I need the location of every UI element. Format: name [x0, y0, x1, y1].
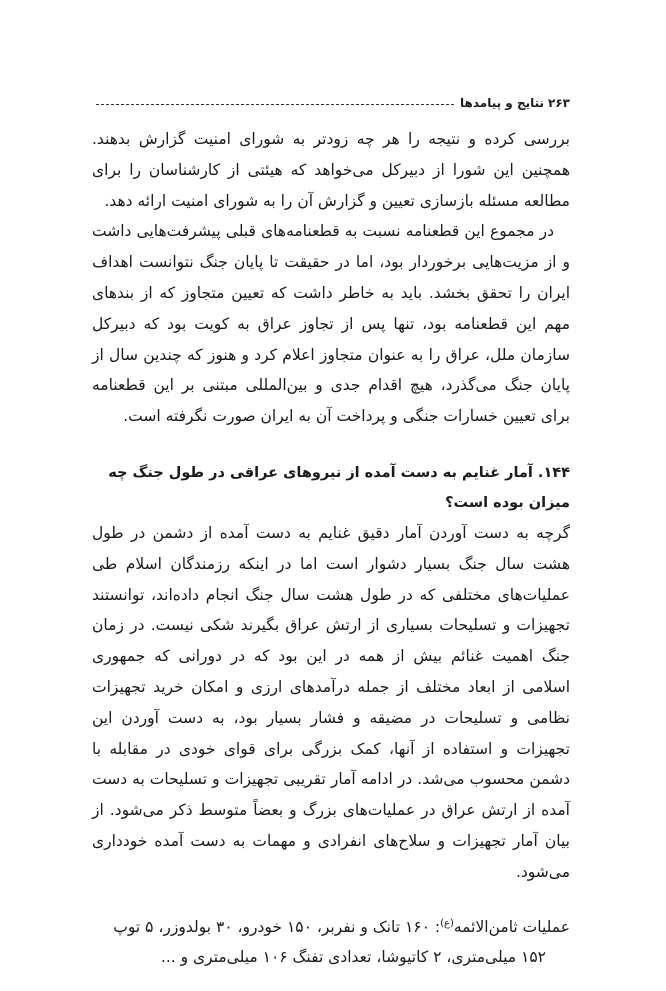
- paragraph-2: در مجموع این قطعنامه نسبت به قطعنامه‌های قبلی پیشرفت‌هایی داشت و از مزیت‌هایی برخوردار بود، اما در حقیقت تا پایان جنگ نتوانست اهداف ایران را تحقق بخشد. باید به خاطر داشت که تعیین متجاوز که از بندهای مهم این قطعنامه بود، تنها پس از تجاوز عراق به کویت بود که دبیرکل سازمان ملل، عراق را به عنوان متجاوز اعلام کرد و هنوز که چندین سال از پایان جنگ می‌گذرد، هیچ اقدام جدی و بین‌المللی مبتنی بر این قطعنامه برای تعیین خسارات جنگی و پرداخت آن به ایران صورت نگرفته است.: [92, 222, 570, 426]
- page-number: ۲۶۳: [548, 96, 570, 110]
- paragraph-1: بررسی کرده و نتیجه را هر چه زودتر به شورای امنیت گزارش بدهند. همچنین این شورا از دبیرکل می‌خواهد که هیئتی از کارشناسان را برای مطالعه مسئله بازسازی تعیین و گزارش آن را به شورای امنیت ارائه دهد.: [92, 130, 570, 210]
- operation-list: [92, 912, 570, 974]
- operation-honorific: (ع): [440, 917, 454, 929]
- running-title: نتایج و پیامدها: [460, 96, 545, 110]
- running-header: [96, 88, 570, 110]
- question-heading: ۱۴۴. آمار غنایم به دست آمده از نیروهای عراقی در طول جنگ چه میزان بوده است؟: [108, 464, 570, 511]
- paragraph-3: گرچه به دست آوردن آمار دقیق غنایم به دست آمده از دشمن در طول هشت سال جنگ بسیار دشوار است اما در اینکه رزمندگان اسلام طی عملیات‌های مختلفی که در طول هشت سال جنگ انجام داده‌اند، توانستند تجهیزات و تسلیحات بسیاری از ارتش عراق بگیرند شکی نیست. در زمان جنگ اهمیت غنائم بیش از همه در این بود که در دورانی که جمهوری اسلامی از ابعاد مختلف از جمله درآمدهای ارزی و امکان خرید تجهیزات نظامی و تسلیحات در مضیقه و فشار بسیار بود، به دست آوردن این تجهیزات و استفاده از آنها، کمک بزرگی برای قوای خودی در مقابله با دشمن محسوب می‌شد. در ادامه آمار تقریبی تجهیزات و تسلیحات به دست آمده از ارتش عراق در عملیات‌های بزرگ و بعضاً متوسط ذکر می‌شود. از بیان آمار تجهیزات و سلاح‌های انفرادی و مهمات به دست آمده خودداری می‌شود.: [92, 523, 570, 881]
- operation-item: [92, 912, 570, 943]
- operation-line-1: : ۱۶۰ تانک و نفربر، ۱۵۰ خودرو، ۳۰ بولدوزر، ۵ توپ: [113, 917, 441, 936]
- operation-name: عملیات ثامن‌الائمه: [453, 917, 570, 936]
- operation-line-2: ۱۵۲ میلی‌متری، ۲ کاتیوشا، تعدادی تفنگ ۱۰۶ میلی‌متری و ...: [160, 948, 546, 967]
- body-text: [92, 124, 570, 973]
- header-dashed-rule: [96, 104, 454, 105]
